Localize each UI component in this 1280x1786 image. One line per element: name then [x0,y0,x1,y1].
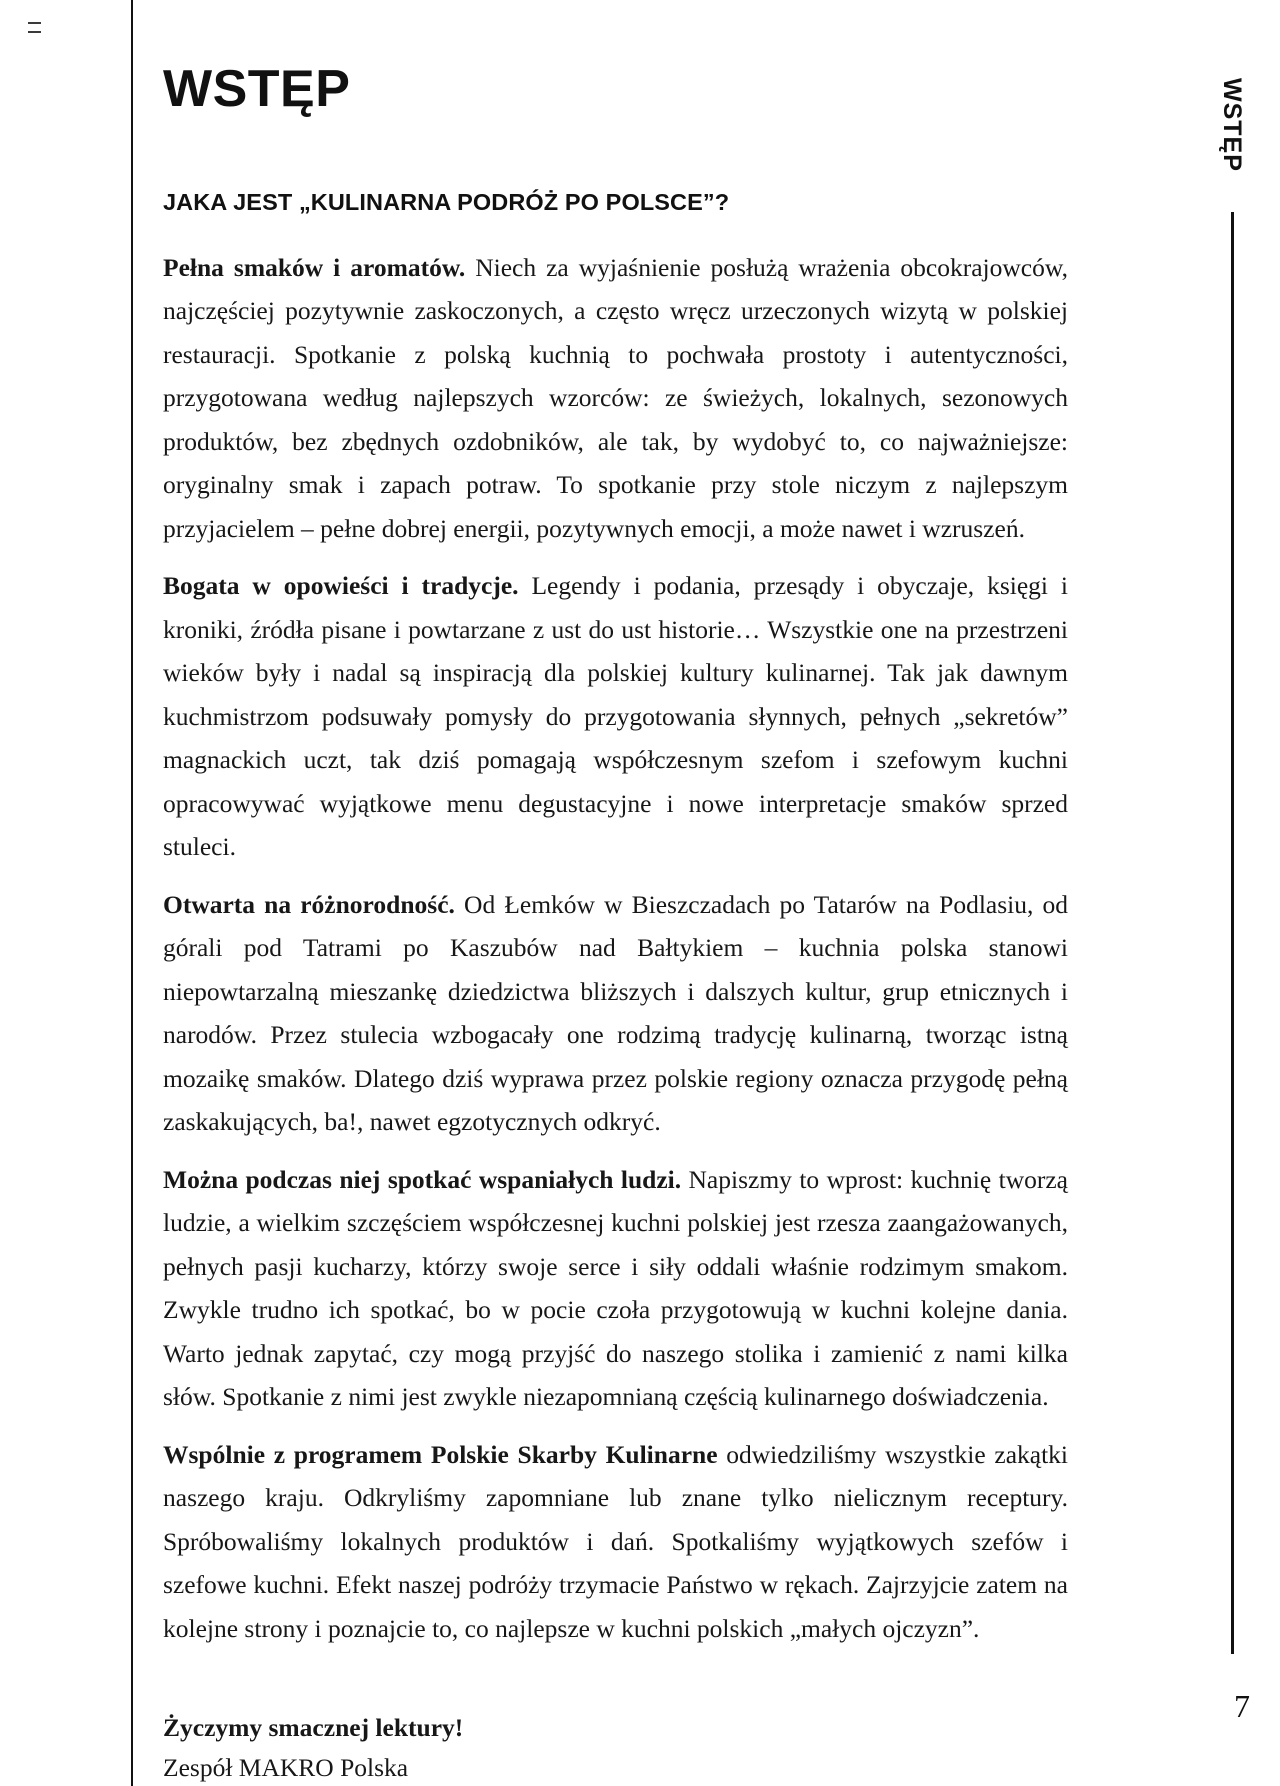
section-subtitle: JAKA JEST „KULINARNA PODRÓŻ PO POLSCE”? [163,188,730,215]
closing-wish: Życzymy smacznej lektury! [163,1713,464,1743]
page-title: WSTĘP [163,60,351,118]
body-paragraph [163,1158,1068,1419]
body-paragraph [163,883,1068,1144]
side-tab-rule [1231,212,1234,1654]
side-tab-label: WSTĘP [1218,78,1246,172]
paragraph-lead-in: Otwarta na różnorodność. [163,889,455,919]
closing-signature: Zespół MAKRO Polska [163,1753,409,1783]
paragraph-lead-in: Pełna smaków i aromatów. [163,252,466,282]
paragraph-text: Od Łemków w Bieszczadach po Tatarów na Podlasiu, od górali pod Tatrami po Kaszubów nad Bałtykiem – kuchnia polska stanowi niepowtarzalną mieszankę dziedzictwa bliższych i dalszych kultur, grup etnicznych i narodów. Przez stulecia wzbogacały one rodzimą tradycję kulinarną, tworząc istną mozaikę smaków. Dlatego dziś wyprawa przez polskie regiony oznacza przygodę pełną zaskakujących, ba!, nawet egzotycznych odkryć. [163,889,1069,1137]
paragraph-lead-in: Wspólnie z programem Polskie Skarby Kulinarne [163,1439,718,1469]
left-margin-rule [131,0,133,1786]
main-text-column [163,62,1068,1786]
body-paragraph [163,564,1068,869]
paragraph-text: Niech za wyjaśnienie posłużą wrażenia obcokrajowców, najczęściej pozytywnie zaskoczonych, a często wręcz urzeczonych wizytą w polskiej restauracji. Spotkanie z polską kuchnią to pochwała prostoty i autentyczności, przygotowana według najlepszych wzorców: ze świeżych, lokalnych, sezonowych produktów, bez zbędnych ozdobników, ale tak, by wydobyć to, co najważniejsze: oryginalny smak i zapach potraw. To spotkanie przy stole niczym z najlepszym przyjacielem – pełne dobrej energii, pozytywnych emocji, a może nawet i wzruszeń. [163,252,1068,543]
paragraph-text: Napiszmy to wprost: kuchnię tworzą ludzie, a wielkim szczęściem współczesnej kuchni polskiej jest rzesza zaangażowanych, pełnych pasji kucharzy, którzy swoje serce i siły oddali właśnie rodzimym smakom. Zwykle trudno ich spotkać, bo w pocie czoła przygotowują w kuchni kolejne dania. Warto jednak zapytać, czy mogą przyjść do naszego stolika i zamienić z nami kilka słów. Spotkanie z nimi jest zwykle niezapomnianą częścią kulinarnego doświadczenia. [163,1164,1069,1412]
paragraph-text: Legendy i podania, przesądy i obyczaje, księgi i kroniki, źródła pisane i powtarzane z ust do ust historie… Wszystkie one na przestrzeni wieków były i nadal są inspiracją dla polskiej kultury kulinarnej. Tak jak dawnym kuchmistrzom podsuwały pomysły do przygotowania słynnych, pełnych „sekretów” magnackich uczt, tak dziś pomagają współczesnym szefom i szefowym kuchni opracowywać wyjątkowe menu degustacyjne i nowe interpretacje smaków sprzed stuleci. [163,571,1069,862]
page-number: 7 [1234,1688,1250,1724]
closing-block [163,1708,1068,1786]
body-paragraph [163,1433,1068,1651]
body-paragraph [163,246,1068,551]
scan-artifact-mark [28,22,41,33]
side-tab [1130,0,1280,1786]
paragraph-lead-in: Bogata w opowieści i tradycje. [163,571,519,601]
paragraph-lead-in: Można podczas niej spotkać wspaniałych ludzi. [163,1164,682,1194]
paragraph-text: odwiedziliśmy wszystkie zakątki naszego kraju. Odkryliśmy zapomniane lub znane tylko nielicznym receptury. Spróbowaliśmy lokalnych produktów i dań. Spotkaliśmy wyjątkowych szefów i szefowe kuchni. Efekt naszej podróży trzymacie Państwo w rękach. Zajrzyjcie zatem na kolejne strony i poznajcie to, co najlepsze w kuchni polskich „małych ojczyzn”. [163,1439,1068,1643]
